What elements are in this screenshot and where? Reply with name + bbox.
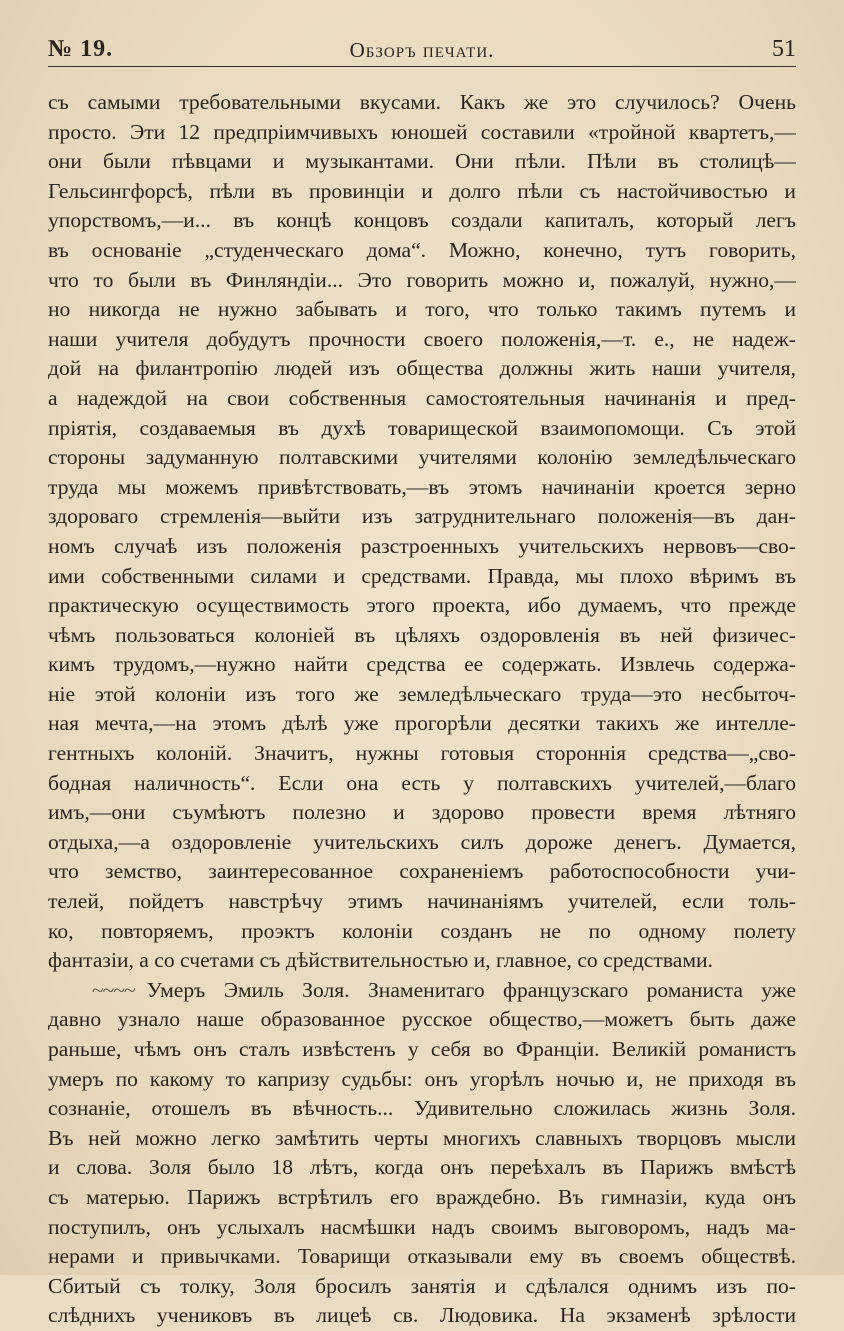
text-line: Въ ней можно легко замѣтить черты многихъ славныхъ творцовъ мысли: [48, 1125, 796, 1150]
text-line: отдыха,—а оздоровленіе учительскихъ силъ дороже денегъ. Думается,: [48, 829, 796, 854]
text-line: съ самыми требовательными вкусами. Какъ же это случилось? Очень: [48, 90, 796, 114]
text-line: практическую осуществимость этого проекта, ибо думаемъ, что прежде: [48, 593, 796, 618]
text-line: имъ,—они съумѣютъ полезно и здорово провести время лѣтняго: [48, 800, 796, 825]
text-line: ная мечта,—на этомъ дѣлѣ уже прогорѣли десятки такихъ же интелле-: [48, 711, 796, 736]
text-line: они были пѣвцами и музыкантами. Они пѣли. Пѣли въ столицѣ—: [48, 149, 796, 174]
text-line: здороваго стремленія—выйти изъ затруднительнаго положенія—въ дан-: [48, 504, 796, 529]
text-line: гентныхъ колоній. Значитъ, нужны готовыя стороннія средства—„сво-: [48, 741, 796, 766]
text-line: съ матерью. Парижъ встрѣтилъ его враждебно. Въ гимназіи, куда онъ: [48, 1184, 796, 1209]
article-body: [48, 88, 796, 1331]
text-line: чѣмъ пользоваться колоніей въ цѣляхъ оздоровленія въ ней физичес-: [48, 622, 796, 647]
text-line: [48, 976, 796, 1006]
text-line: ніе этой колоніи изъ того же земледѣльческаго труда—это несбыточ-: [48, 681, 796, 706]
text-line: наши учителя добудутъ прочности своего положенія,—т. е., не надеж-: [48, 326, 796, 351]
text-line-content: Умеръ Эмиль Золя. Знаменитаго французскаго романиста уже: [146, 977, 796, 1002]
text-line: труда мы можемъ привѣтствовать,—въ этомъ начинаніи кроется зерно: [48, 474, 796, 499]
text-line: сознаніе, отошелъ въ вѣчность... Удивительно сложилась жизнь Золя.: [48, 1096, 796, 1121]
section-separator: ~~~~: [92, 977, 135, 1002]
text-line: что то были въ Финляндіи... Это говорить можно и, пожалуй, нужно,—: [48, 267, 796, 292]
text-line: ими собственными силами и средствами. Правда, мы плохо вѣримъ въ: [48, 563, 796, 588]
text-line: номъ случаѣ изъ положенія разстроенныхъ учительскихъ нервовъ—сво-: [48, 533, 796, 558]
text-line: раньше, чѣмъ онъ сталъ извѣстенъ у себя во Франціи. Великій романистъ: [48, 1037, 796, 1061]
text-line: просто. Эти 12 предпріимчивыхъ юношей составили «тройной квартетъ,—: [48, 119, 796, 144]
text-line: давно узнало наше образованное русское общество,—можетъ быть даже: [48, 1007, 796, 1032]
text-line: а надеждой на свои собственныя самостоятельныя начинанія и пред-: [48, 385, 796, 410]
text-line: въ основаніе „студенческаго дома“. Можно, конечно, тутъ говорить,: [48, 237, 796, 262]
text-line: поступилъ, онъ услыхалъ насмѣшки надъ своимъ выговоромъ, надъ ма-: [48, 1214, 796, 1239]
text-line: дой на филантропію людей изъ общества должны жить наши учителя,: [48, 356, 796, 381]
page-number: 51: [772, 36, 796, 62]
text-line: телей, пойдетъ навстрѣчу этимъ начинаніямъ учителей, если толь-: [48, 889, 796, 914]
text-line: пріятія, создаваемыя въ духѣ товарищеской взаимопомощи. Съ этой: [48, 415, 796, 440]
text-line: нерами и привычками. Товарищи отказывали ему въ своемъ обществѣ.: [48, 1244, 796, 1269]
text-line: стороны задуманную полтавскими учителями колонію земледѣльческаго: [48, 445, 796, 470]
text-line: и слова. Золя было 18 лѣтъ, когда онъ переѣхалъ въ Парижъ вмѣстѣ: [48, 1155, 796, 1180]
issue-number: № 19.: [48, 36, 114, 62]
text-line: упорствомъ,—и... въ концѣ концовъ создали капиталъ, который легъ: [48, 208, 796, 233]
text-line: слѣднихъ учениковъ въ лицеѣ св. Людовика. На экзаменѣ зрѣлости: [48, 1303, 796, 1328]
text-line: что земство, заинтересованное сохраненіемъ работоспособности учи-: [48, 859, 796, 884]
text-line: ко, повторяемъ, проэктъ колоніи созданъ не по одному полету: [48, 918, 796, 943]
text-line: Сбитый съ толку, Золя бросилъ занятія и сдѣлался однимъ изъ по-: [48, 1273, 796, 1298]
text-line: но никогда не нужно забывать и того, что только такимъ путемъ и: [48, 297, 796, 322]
section-title: Обзоръ печати.: [349, 38, 495, 62]
text-line: фантазіи, а со счетами съ дѣйствительностью и, главное, со средствами.: [48, 948, 713, 973]
page-header: [48, 36, 796, 67]
text-line: Гельсингфорсѣ, пѣли въ провинціи и долго пѣли съ настойчивостью и: [48, 178, 796, 203]
text-line: кимъ трудомъ,—нужно найти средства ее содержать. Извлечь содержа-: [48, 652, 796, 677]
text-line: бодная наличность“. Если она есть у полтавскихъ учителей,—благо: [48, 770, 796, 795]
text-line: умеръ по какому то капризу судьбы: онъ угорѣлъ ночью и, не приходя въ: [48, 1066, 796, 1091]
